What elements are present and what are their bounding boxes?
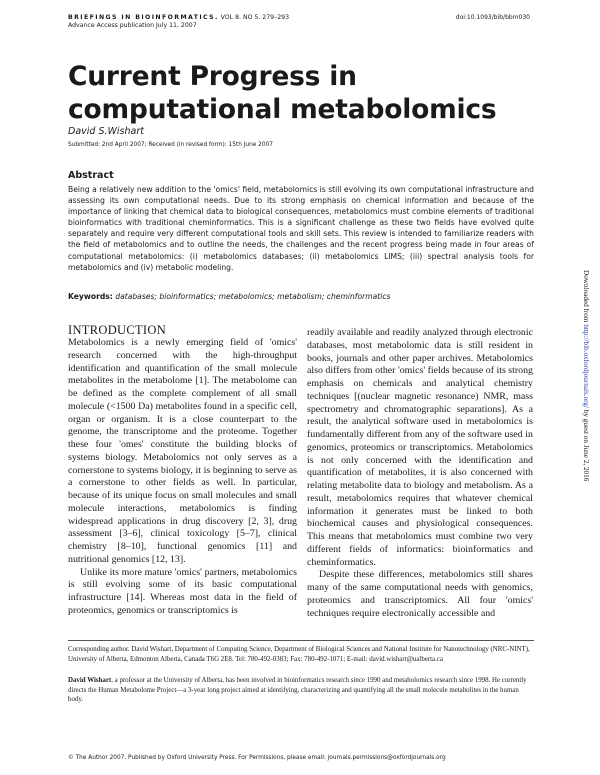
submission-dates: Submitted: 2nd April 2007; Received (in revised form): 15th June 2007: [68, 142, 273, 148]
intro-paragraph-2: Unlike its more mature 'omics' partners, metabolomics is still evolving some of its basic computational infrastructure [14]. Whereas most data in the field of proteomics, genomics or transcriptomics is: [68, 566, 297, 616]
keywords: [68, 291, 534, 302]
copyright-line: © The Author 2007. Published by Oxford University Press. For Permissions, please email: journals.permissions@oxfordjournals.org: [68, 755, 446, 761]
intro-paragraph-3: readily available and readily analyzed through electronic databases, most metabolomic data is still resident in books, journals and other paper archives. Metabolomics also differs from other 'omics' fields because of its strong emphasis on chemicals and analytical chemistry techniques [(nuclear magnetic resonance) NMR, mass spectrometry and chromatographic separations]. As a result, the analytical software used in metabolomics is fundamentally different from any of the software used in genomics, proteomics or transcriptomics. Metabolomics is not only concerned with the identification and quantification of metabolites, it is also concerned with relating metabolite data to biology and metabolism. As a result, metabolomics requires that whatever chemical information it generates must be linked to both biochemical causes and physiological consequences. This means that metabolomics must combine two very different fields of informatics: bioinformatics and cheminformatics.: [307, 327, 533, 568]
intro-heading: INTRODUCTION: [68, 323, 167, 337]
download-watermark: [582, 270, 590, 630]
keywords-label: Keywords:: [68, 292, 113, 301]
journal-title: BRIEFINGS IN BIOINFORMATICS.: [68, 14, 219, 21]
right-column: [307, 327, 533, 620]
volume-info: VOL 8. NO 5. 279–293: [220, 14, 290, 21]
author-name: David S.Wishart: [68, 126, 144, 137]
footnote-divider: [68, 640, 534, 641]
intro-paragraph-1: Metabolomics is a newly emerging field of 'omics' research concerned with the high-throughput identification and quantification of the small molecule metabolites in the metabolome [1]. The metabolome can be defined as the complete complement of all small molecule (<1500 Da) metabolites found in a specific cell, organ or organism. It is a close counterpart to the genome, the transcriptome and the proteome. Together these four 'omes' constitute the building blocks of systems biology. Metabolomics not only serves as a cornerstone to systems biology, it is beginning to serve as a cornerstone to other fields as well. In particular, because of its unique focus on small molecules and small molecule interactions, metabolomics is finding widespread applications in drug discovery [2, 3], drug assessment [3–6], clinical toxicology [5–7], clinical chemistry [8–10], functional genomics [11] and nutritional genomics [12, 13].: [68, 337, 297, 565]
intro-paragraph-4: Despite these differences, metabolomics still shares many of the same computational needs with genomics, proteomics and transcriptomics. All four 'omics' techniques require electronically accessible and: [307, 569, 533, 619]
doi: doi:10.1093/bib/bbm030: [455, 14, 530, 21]
bio-text: , a professor at the University of Alberta, has been involved in bioinformatics research since 1990 and metabolomics research since 1998. He currently directs the Human Metabolome Project—a 3-year long project aimed at identifying, characterizing and quantifying all the small molecule metabolites in the human body.: [68, 677, 527, 703]
article-title: Current Progress in computational metabolomics: [68, 61, 497, 125]
keywords-list: databases; bioinformatics; metabolomics; metabolism; cheminformatics: [115, 292, 391, 301]
left-column: [68, 337, 297, 618]
bio-name: David Wishart: [68, 677, 112, 684]
journal-header: [68, 14, 289, 30]
download-suffix: by guest on June 2, 2016: [582, 408, 590, 482]
abstract-heading: Abstract: [68, 170, 114, 181]
correspondence-footnote: Corresponding author. David Wishart, Department of Computing Science, Department of Biological Sciences and National Institute for Nanotechnology (NRC-NINT), University of Alberta, Edmonton Alberta, Canada T6G 2E8. Tel: 780-492-0383; Fax: 780-492-1071; E-mail: david.wishart@ualberta.ca: [68, 646, 530, 663]
advance-access-note: Advance Access publication July 11, 2007: [68, 22, 197, 29]
abstract-text: Being a relatively new addition to the 'omics' field, metabolomics is still evolving its own computational infrastructure and assessing its own computational needs. Due to its strong emphasis on chemical information and because of the importance of linking that chemical data to biological consequences, metabolomics must combine elements of traditional bioinformatics with traditional cheminformatics. This is a significant challenge as these two fields have evolved quite separately and require very different computational tools and skill sets. This review is intended to familiarize readers with the field of metabolomics and to outline the needs, the challenges and the recent progress being made in four areas of computational metabolomics: (i) metabolomics databases; (ii) metabolomics LIMS; (iii) spectral analysis tools for metabolomics and (iv) metabolic modeling.: [68, 185, 534, 272]
download-link[interactable]: http://bib.oxfordjournals.org/: [582, 324, 590, 409]
download-prefix: Downloaded from: [582, 270, 590, 325]
author-bio-footnote: [68, 676, 534, 705]
